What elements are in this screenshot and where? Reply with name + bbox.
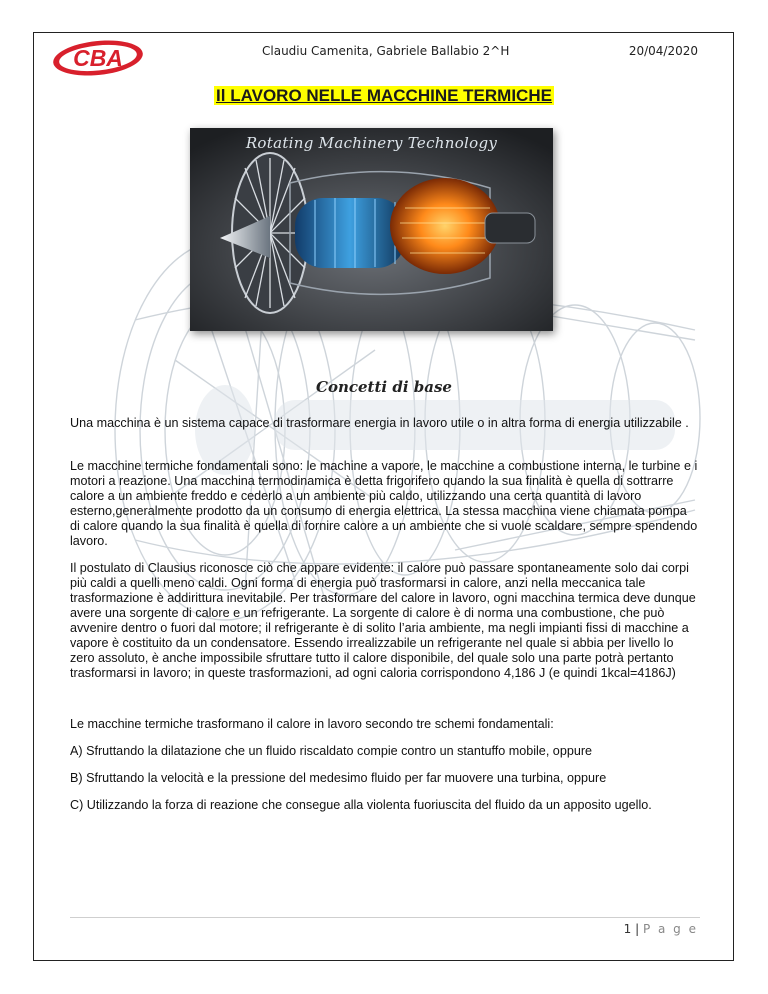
cba-logo <box>50 38 146 78</box>
list-item-b: B) Sfruttando la velocità e la pressione del medesimo fluido per far muovere una turbina, oppure <box>70 771 607 785</box>
footer-divider <box>70 917 700 918</box>
list-item-a: A) Sfruttando la dilatazione che un fluido riscaldato compie contro un stantuffo mobile, oppure <box>70 744 593 758</box>
page-title-text: Il LAVORO NELLE MACCHINE TERMICHE <box>216 86 552 105</box>
svg-text:CBA: CBA <box>73 45 123 71</box>
header-date: 20/04/2020 <box>628 44 698 58</box>
list-item-c: C) Utilizzando la forza di reazione che consegue alla violenta fuoriuscita del fluido da un apposito ugello. <box>70 798 652 812</box>
paragraph-definition: Una macchina è un sistema capace di trasformare energia in lavoro utile o in altra forma di energia utilizzabile . <box>70 416 689 430</box>
page-number <box>624 922 698 936</box>
jet-engine-illustration <box>190 128 553 331</box>
paragraph-schemi-intro: Le macchine termiche trasformano il calore in lavoro secondo tre schemi fondamentali: <box>70 717 554 731</box>
paragraph-clausius: Il postulato di Clausius riconosce ciò che appare evidente: il calore può passare spontaneamente solo dai corpi più caldi a quelli meno caldi. Ogni forma di energia può trasformarsi in calore, anzi nella meccanica tale trasformazione è addirittura inevitabile. Per trasformare del calore in lavoro, ogni macchina termica deve dunque avere una sorgente di calore e un refrigerante. La sorgente di calore è di norma una combustione, che può avvenire dentro o fuori dal motore; il refrigerante è di solito l’aria ambiente, ma negli impianti fissi di macchine a vapore è costituito da un condensatore. Essendo irrealizzabile un refrigerante nel quale si abbia per livello lo zero assoluto, è anche impossibile sfruttare tutto il calore disponibile, del quale solo una parte potrà pertanto trasformarsi in lavoro; in queste trasformazioni, ad ogni caloria corrispondono 4,186 J (e quindi 1kcal=4186J) <box>70 561 696 680</box>
page-number-separator: | <box>635 922 640 936</box>
jet-engine-hero-image <box>190 128 553 331</box>
paragraph-macchine-fondamentali: Le macchine termiche fondamentali sono: le machine a vapore, le macchine a combustione interna, le turbine e i motori a reazione. Una macchina termodinamica è detta frigorifero quando la sua finalità è quella di sottrarre calore a un ambiente freddo e cederlo a un ambiente più caldo, utilizzando una certa quantità di lavoro esterno,generalmente prodotto da un consumo di energia elettrica. La stessa macchina viene chiamata pompa di calore quando la sua finalità è quella di fornire calore a un ambiente che si vuole scaldare, sempre spendendo lavoro. <box>70 459 698 548</box>
page-word: P a g e <box>642 922 698 936</box>
page-number-value: 1 <box>623 922 632 936</box>
section-title: Concetti di base <box>316 378 452 396</box>
page-title <box>0 86 768 106</box>
header-authors: Claudiu Camenita, Gabriele Ballabio 2^H <box>262 44 510 58</box>
hero-caption: Rotating Machinery Technology <box>245 134 498 152</box>
